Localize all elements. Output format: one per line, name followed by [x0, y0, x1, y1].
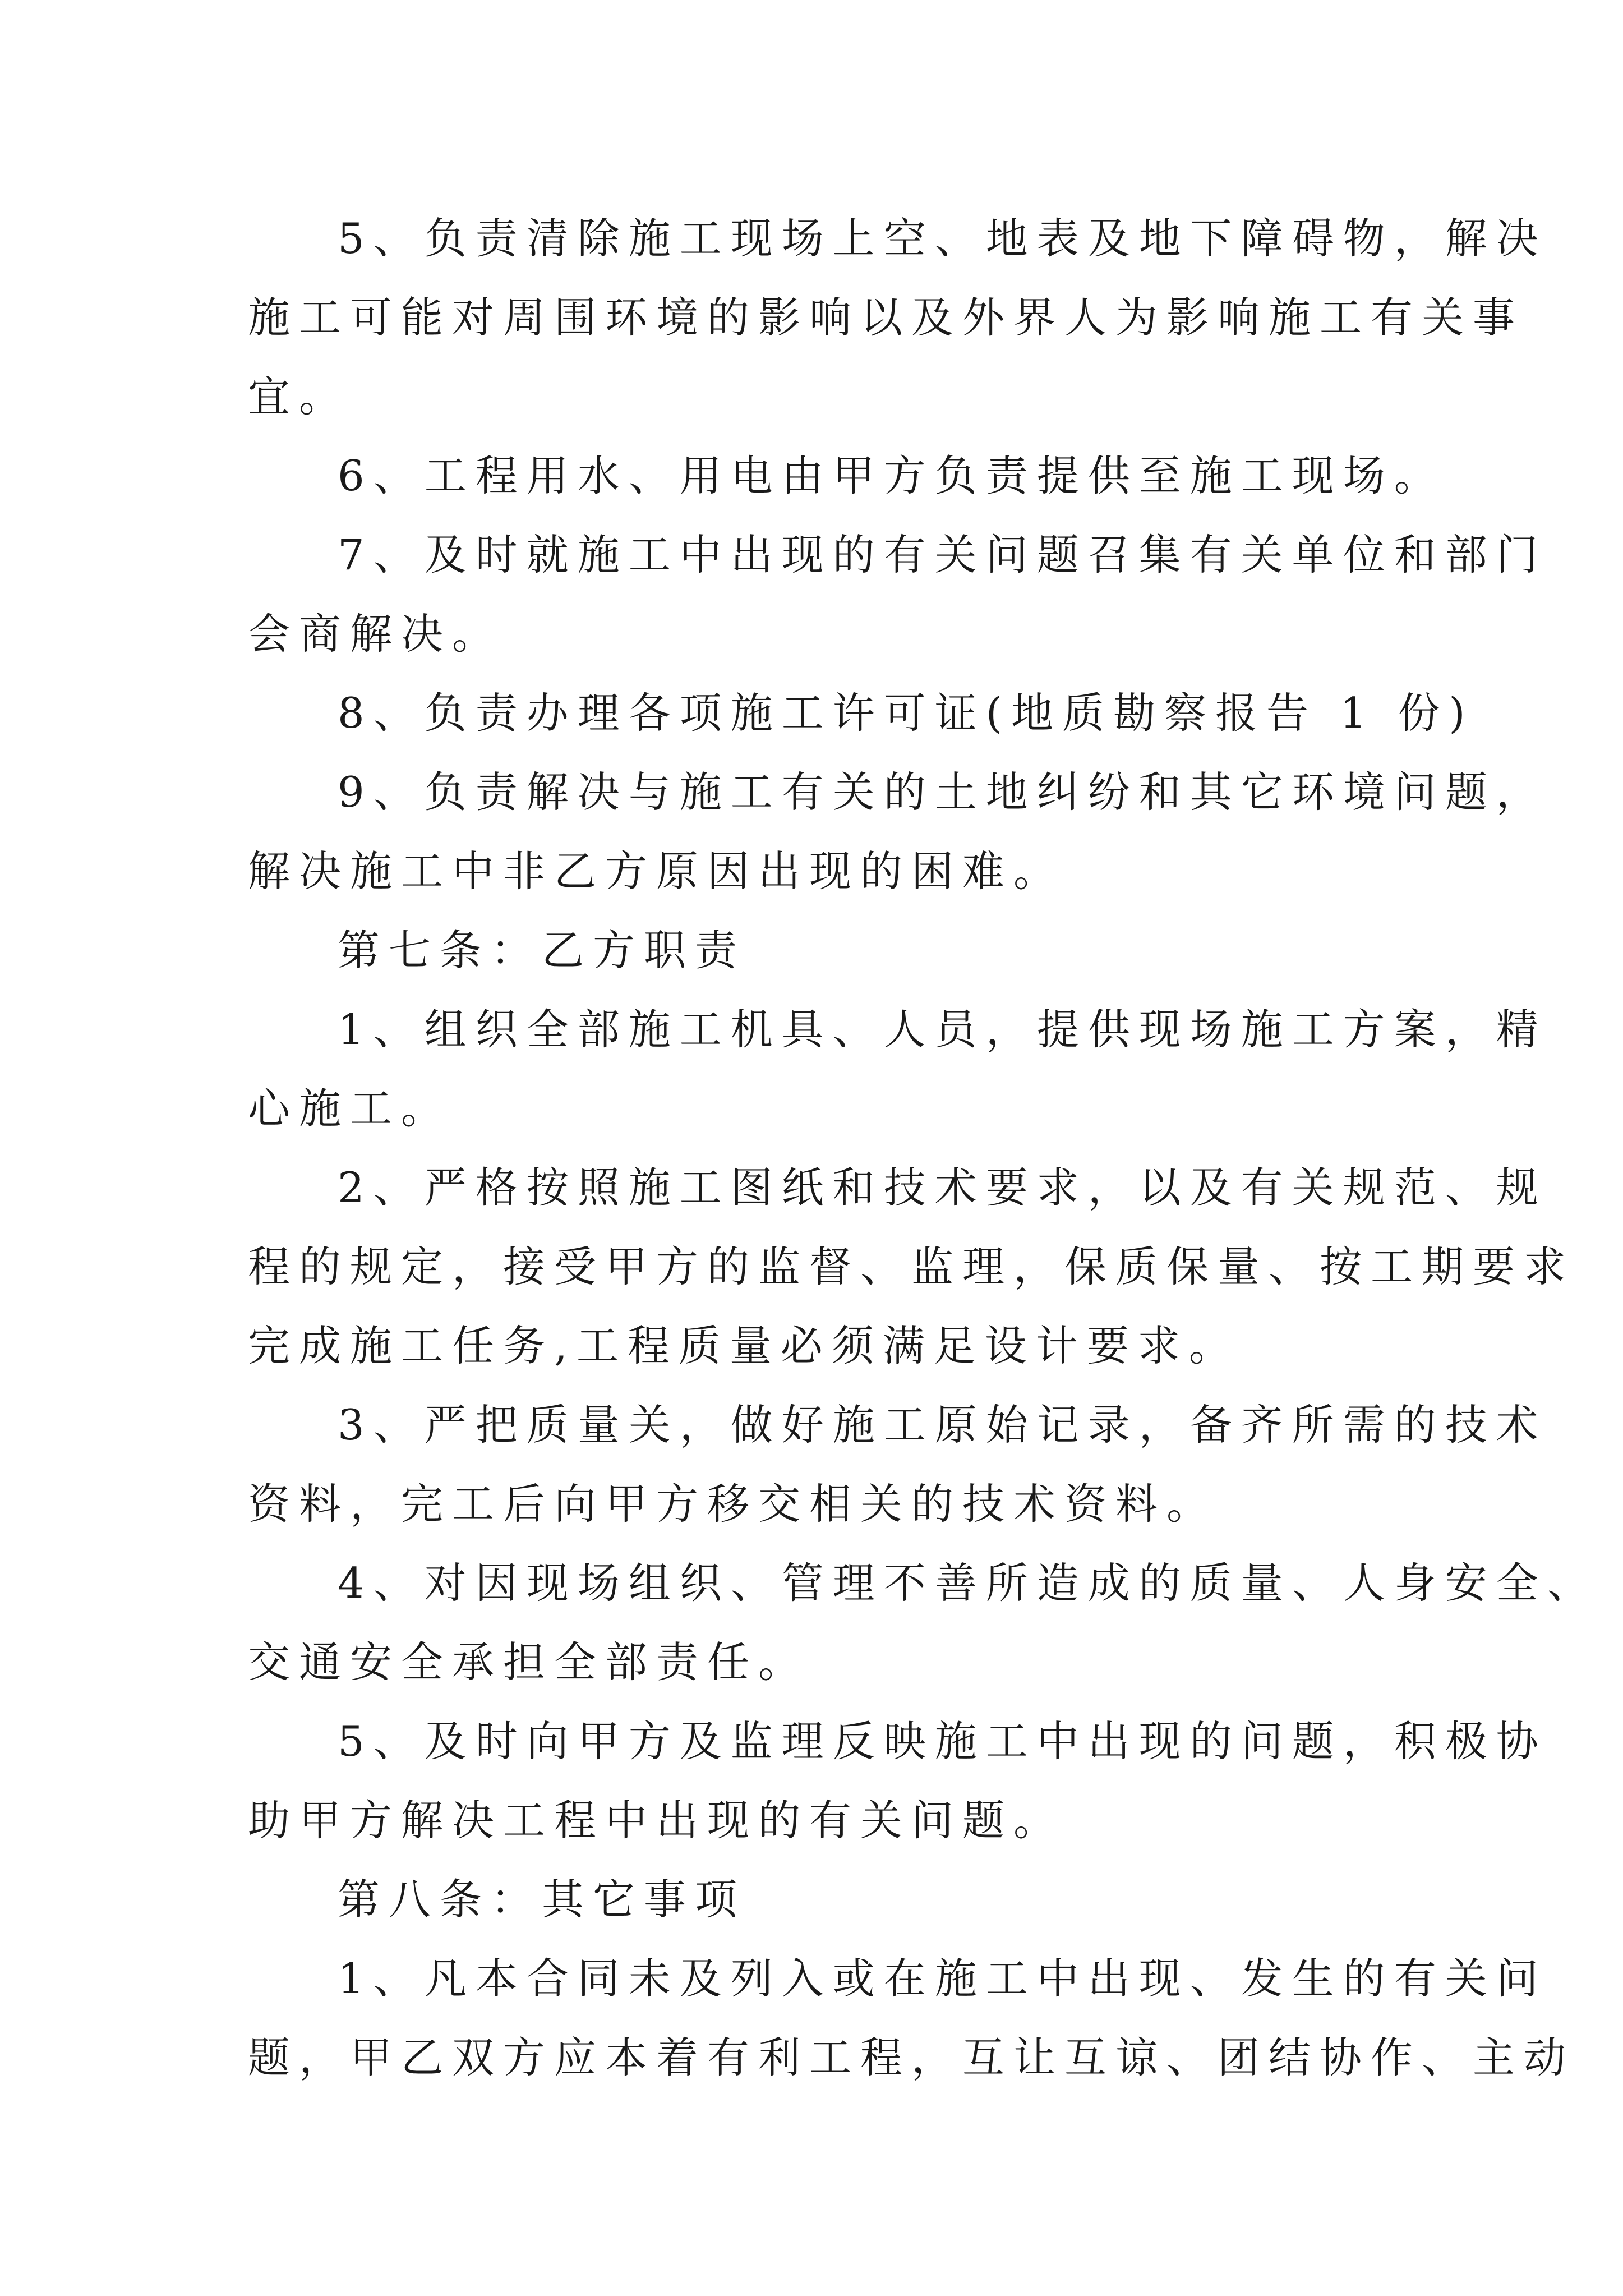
text-line: 7、及时就施工中出现的有关问题召集有关单位和部门: [338, 530, 1547, 579]
text-line: 资料，完工后向甲方移交相关的技术资料。: [248, 1479, 1218, 1529]
text-line: 1、组织全部施工机具、人员，提供现场施工方案，精: [338, 1005, 1547, 1054]
text-line: 5、负责清除施工现场上空、地表及地下障碍物，解决: [338, 214, 1547, 263]
text-line: 5、及时向甲方及监理反映施工中出现的问题，积极协: [338, 1717, 1547, 1766]
text-line: 4、对因现场组织、管理不善所造成的质量、人身安全、: [338, 1558, 1598, 1608]
text-line: 交通安全承担全部责任。: [248, 1637, 810, 1687]
text-line: 施工可能对周围环境的影响以及外界人为影响施工有关事: [248, 293, 1524, 342]
text-line: 心施工。: [248, 1084, 453, 1133]
text-line: 解决施工中非乙方原因出现的困难。: [248, 846, 1065, 896]
text-line: 1、凡本合同未及列入或在施工中出现、发生的有关问: [338, 1954, 1547, 2003]
section-heading-article-7: 第七条：乙方职责: [338, 926, 746, 975]
text-line: 会商解决。: [248, 609, 504, 659]
text-line: 完成施工任务,工程质量必须满足设计要求。: [248, 1321, 1240, 1370]
text-line: 宜。: [248, 372, 351, 421]
text-line: 8、负责办理各项施工许可证(地质勘察报告 1 份): [338, 688, 1474, 738]
document-body: [248, 199, 1598, 2097]
text-line: 2、严格按照施工图纸和技术要求，以及有关规范、规: [338, 1163, 1547, 1212]
text-line: 3、严把质量关，做好施工原始记录，备齐所需的技术: [338, 1400, 1547, 1450]
text-line: 题，甲乙双方应本着有利工程，互让互谅、团结协作、主动: [248, 2033, 1575, 2082]
section-heading-article-8: 第八条：其它事项: [338, 1875, 746, 1924]
text-line: 6、工程用水、用电由甲方负责提供至施工现场。: [338, 451, 1445, 500]
text-line: 程的规定，接受甲方的监督、监理，保质保量、按工期要求: [248, 1242, 1575, 1291]
text-line: 助甲方解决工程中出现的有关问题。: [248, 1796, 1065, 1845]
text-line: 9、负责解决与施工有关的土地纠纷和其它环境问题，: [338, 767, 1547, 817]
